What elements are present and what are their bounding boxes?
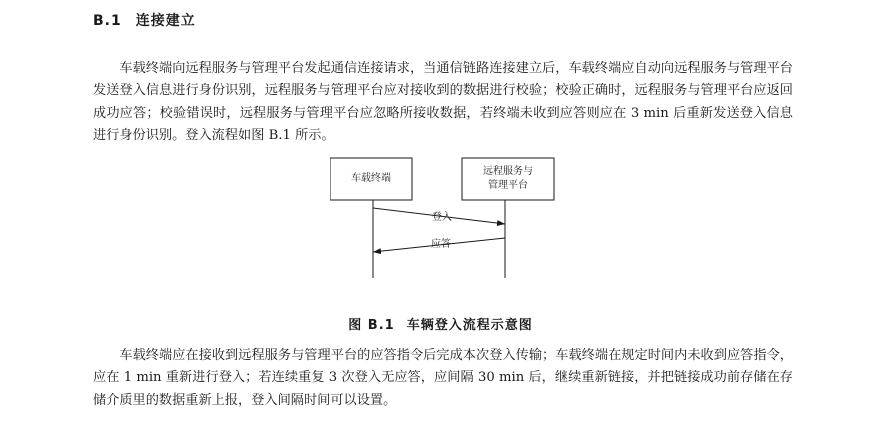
reply-label: 应答 <box>431 239 451 250</box>
platform-label-line2: 管理平台 <box>488 180 528 191</box>
figure-title: 车辆登入流程示意图 <box>406 318 533 333</box>
figure-caption <box>0 314 881 333</box>
terminal-label: 车载终端 <box>351 173 391 184</box>
login-sequence-diagram <box>330 157 570 279</box>
paragraph-login-retry: 车载终端应在接收到远程服务与管理平台的应答指令后完成本次登入传输；车载终端在规定时间内未收到应答指令，应在 1 min 重新进行登入；若连续重复 3 次登入无应答，应间隔 30 min 后，继续重新链接，并把链接成功前存储在存储介质里的数据重新上报，登入间隔时间可以设置。 <box>93 348 793 408</box>
login-label: 登入 <box>432 212 452 223</box>
figure-number: 图 B.1 <box>348 318 395 333</box>
section-heading <box>93 10 196 30</box>
platform-box <box>462 158 554 200</box>
section-title: 连接建立 <box>135 13 196 29</box>
platform-label-line1: 远程服务与 <box>483 166 533 177</box>
section-number: B.1 <box>93 13 122 29</box>
paragraph-connection-request: 车载终端向远程服务与管理平台发起通信连接请求，当通信链路连接建立后，车载终端应自动向远程服务与管理平台发送登入信息进行身份识别，远程服务与管理平台应对接收到的数据进行校验；校验正确时，远程服务与管理平台应返回成功应答；校验错误时，远程服务与管理平台应忽略所接收数据，若终端未收到应答则应在 3 min 后重新发送登入信息进行身份识别。登入流程如图 B.1 所示。 <box>93 61 793 143</box>
